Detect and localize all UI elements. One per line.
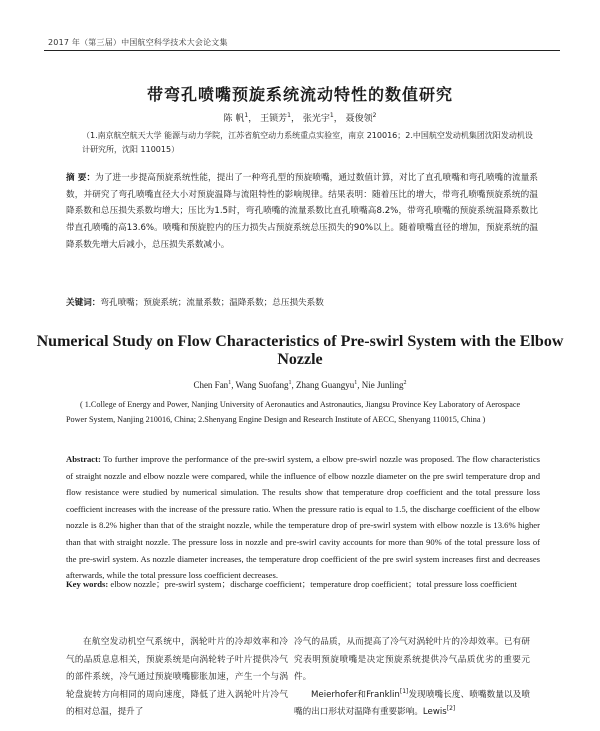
author-sup: 1 bbox=[287, 112, 291, 119]
author-sup: 1 bbox=[244, 112, 249, 119]
running-header: 2017 年（第三届）中国航空科学技术大会论文集 bbox=[48, 38, 228, 47]
english-keywords-label: Key words: bbox=[66, 579, 109, 589]
chinese-keywords bbox=[66, 296, 546, 308]
author-sep: ， bbox=[290, 114, 300, 124]
author-sup: 2 bbox=[372, 112, 377, 119]
author-sup: 1 bbox=[329, 112, 334, 119]
author-sup: 1 bbox=[228, 380, 232, 386]
citation-text: 发现喷嘴长度、喷嘴数量以及喷嘴的出口形状对温降有重要影响。Lewis bbox=[294, 689, 530, 717]
author-name: 陈 帆 bbox=[223, 114, 245, 124]
english-keywords-text: elbow nozzle；pre-swirl system；discharge coefficient；temperature drop coefficient；total pressure loss coefficient bbox=[108, 579, 517, 589]
author-sep: , bbox=[231, 380, 236, 390]
english-abstract-text: To further improve the performance of the pre-swirl system, a elbow pre-swirl nozzle was proposed. The flow characteristics of straight nozzle and elbow nozzle were compared, while the influence of elbow nozzle diameter on the pre swirl temperature drop and flow resistance were studied by numerical simulation. The results show that temperature drop coefficient and the total pressure loss coefficient increases with the increase of the pressure ratio. When the pressure ratio is equal to 1.5, the discharge coefficient of the elbow nozzle is 8.2% higher than that of the straight nozzle, while the temperature drop of pre-swirl system with elbow nozzle is 13.6% higher than that with straight nozzle. The pressure loss in nozzle and pre-swirl cavity accounts for more than 90% of the total pressure loss of the pre-swirl system. As nozzle diameter increases, the temperature drop coefficient of the pre swirl system increases first and decreases afterwards, while the total pressure loss coefficient decreases. bbox=[66, 454, 540, 581]
citation-ref: [1] bbox=[399, 687, 409, 695]
author-sep: ， bbox=[248, 114, 258, 124]
author-name: 聂俊领 bbox=[345, 114, 373, 124]
chinese-abstract-text: 为了进一步提高预旋系统性能，提出了一种弯孔型的预旋喷嘴，通过数值计算，对比了直孔喷嘴和弯孔喷嘴的流量系数，并研究了弯孔喷嘴直径大小对预旋温降与流阻特性的影响规律。结果表明：随着压比的增大，带弯孔喷嘴预旋系统的温降系数和总压损失系数均增大；压比为1.5时，弯孔喷嘴的流量系数比直孔喷嘴高8.2%，带弯孔喷嘴的预旋系统温降系数比带直孔喷嘴的高13.6%。喷嘴和预旋腔内的压力损失占预旋系统总压损失的90%以上。随着喷嘴直径的增加，预旋系统的温降系数先增大后减小，总压损失系数减小。 bbox=[66, 173, 538, 250]
body-paragraph: 在航空发动机空气系统中，涡轮叶片的冷却效率和冷气的品质息息相关，预旋系统是向涡轮转子叶片提供冷气的部件系统，冷气通过预旋喷嘴膨胀加速，产生一个与涡轮盘旋转方向相同的周向速度，降低了进入涡轮叶片冷气的相对总温，提升了 bbox=[66, 637, 288, 717]
english-keywords bbox=[66, 576, 540, 593]
citation-text: Meierhofer和Franklin bbox=[311, 689, 400, 700]
english-authors bbox=[0, 380, 600, 390]
author-name: 王锁芳 bbox=[260, 114, 288, 124]
body-paragraph bbox=[294, 687, 530, 722]
body-paragraph: 冷气的品质，从而提高了冷气对涡轮叶片的冷却效率。已有研究表明预旋喷嘴是决定预旋系统提供冷气品质优劣的重要元件。 bbox=[294, 637, 530, 682]
author-sep: ， bbox=[333, 114, 343, 124]
author-name: Chen Fan bbox=[193, 380, 229, 390]
english-title: Numerical Study on Flow Characteristics of Pre-swirl System with the Elbow Nozzle bbox=[36, 333, 564, 368]
author-name: Wang Suofang bbox=[235, 380, 289, 390]
chinese-keywords-text: 弯孔喷嘴；预旋系统；流量系数；温降系数；总压损失系数 bbox=[100, 298, 324, 308]
english-abstract-label: Abstract: bbox=[66, 454, 101, 464]
chinese-title: 带弯孔喷嘴预旋系统流动特性的数值研究 bbox=[146, 85, 453, 104]
citation-ref: [2] bbox=[446, 705, 456, 713]
author-name: Zhang Guangyu bbox=[296, 380, 355, 390]
author-sup: 1 bbox=[288, 380, 292, 386]
author-name: Nie Junling bbox=[361, 380, 404, 390]
chinese-abstract bbox=[66, 170, 538, 254]
chinese-keywords-label: 关键词： bbox=[66, 298, 101, 308]
author-name: 张光宇 bbox=[302, 114, 330, 124]
body-left-column bbox=[66, 634, 288, 722]
chinese-authors bbox=[0, 111, 600, 124]
author-sep: , bbox=[291, 380, 297, 390]
body-right-column bbox=[294, 634, 530, 722]
author-sup: 1 bbox=[354, 380, 358, 386]
chinese-affiliation: （1.南京航空航天大学 能源与动力学院，江苏省航空动力系统重点实验室，南京 210016；2.中国航空发动机集团沈阳发动机设计研究所，沈阳 110015） bbox=[82, 131, 533, 154]
chinese-abstract-label: 摘 要： bbox=[66, 173, 96, 183]
english-abstract bbox=[66, 451, 540, 584]
author-sup: 2 bbox=[403, 380, 407, 386]
author-sep: , bbox=[357, 380, 362, 390]
header-rule bbox=[44, 50, 560, 51]
english-affiliation: ( 1.College of Energy and Power, Nanjing University of Aeronautics and Astronautics, Jiangsu Province Key Laboratory of Aerospace Power System, Nanjing 210016, China; 2.Shenyang Engine Design and Research Institute of AECC, Shenyang 110015, China ) bbox=[66, 400, 521, 424]
